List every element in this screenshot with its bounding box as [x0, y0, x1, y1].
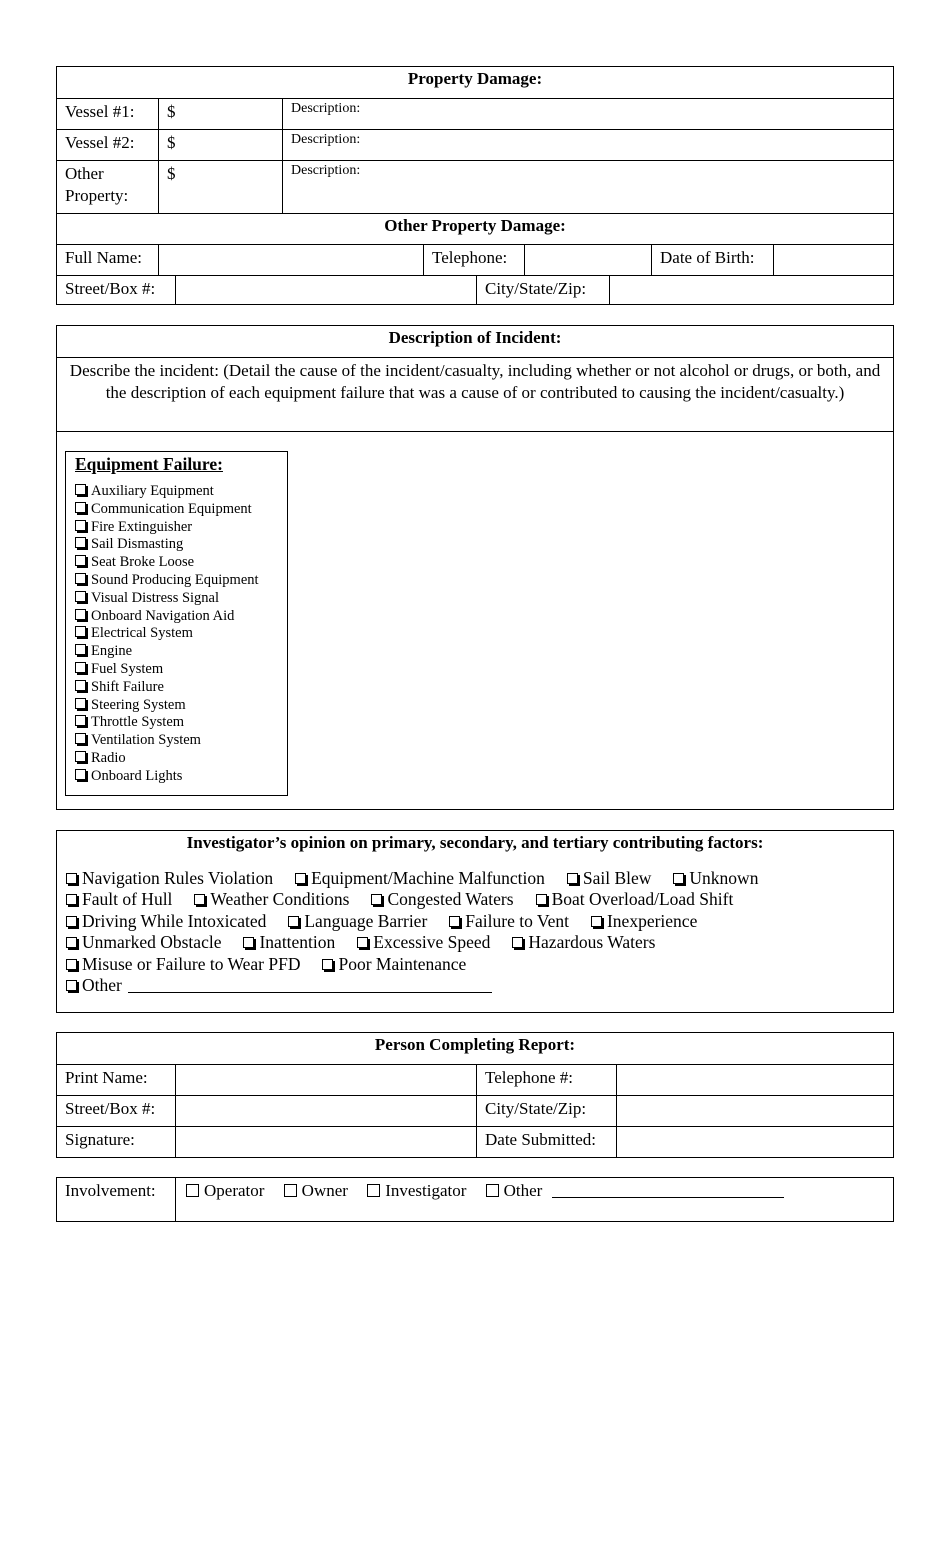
equipment-option[interactable] [75, 608, 278, 626]
incident-title: Description of Incident: [388, 328, 562, 347]
opinion-factor[interactable] [357, 932, 490, 953]
equipment-option[interactable] [75, 625, 278, 643]
equipment-option-label: Electrical System [91, 625, 193, 642]
checkbox-icon[interactable] [75, 591, 86, 602]
involvement-other[interactable] [486, 1181, 784, 1200]
checkbox-icon[interactable] [512, 937, 523, 948]
property-damage-title: Property Damage: [407, 69, 543, 88]
opinion-title: Investigator’s opinion on primary, secondary, and tertiary contributing factors: [186, 833, 764, 852]
person-street-field[interactable] [175, 1096, 476, 1126]
opinion-factor[interactable] [66, 954, 300, 975]
equipment-option-label: Shift Failure [91, 678, 164, 695]
opinion-factor-label: Unmarked Obstacle [82, 932, 222, 953]
checkbox-icon[interactable] [284, 1184, 297, 1197]
opinion-factor-label: Inexperience [606, 910, 698, 931]
checkbox-icon[interactable] [75, 644, 86, 655]
opinion-factor-label: Hazardous Waters [528, 932, 656, 953]
equipment-option[interactable] [75, 536, 278, 554]
owner-label: Owner [301, 1181, 348, 1200]
other-property-damage-title: Other Property Damage: [384, 216, 566, 235]
person-address-row [57, 1095, 893, 1126]
checkbox-icon[interactable] [186, 1184, 199, 1197]
vessel-1-row [57, 98, 893, 129]
person-title: Person Completing Report: [374, 1035, 576, 1054]
checkbox-icon[interactable] [66, 873, 77, 884]
equipment-option[interactable] [75, 572, 278, 590]
vessel-2-amount[interactable]: $ [158, 130, 282, 160]
opinion-factor[interactable] [194, 889, 349, 910]
date-of-birth-label: Date of Birth: [651, 245, 773, 275]
checkbox-icon[interactable] [66, 894, 77, 905]
equipment-option[interactable] [75, 519, 278, 537]
opinion-factor[interactable] [295, 868, 545, 889]
checkbox-icon[interactable] [536, 894, 547, 905]
opinion-line [66, 889, 893, 910]
equipment-failure-title: Equipment Failure: [75, 454, 223, 474]
person-city-field[interactable] [616, 1096, 893, 1126]
opinion-line [66, 868, 893, 889]
opinion-factor[interactable] [322, 954, 466, 975]
equipment-option-label: Visual Distress Signal [91, 589, 220, 606]
checkbox-icon[interactable] [75, 698, 86, 709]
equipment-option[interactable] [75, 768, 278, 786]
opinion-factor-label: Unknown [689, 868, 759, 888]
equipment-option[interactable] [75, 590, 278, 608]
checkbox-icon[interactable] [591, 916, 602, 927]
opinion-factor-label: Boat Overload/Load Shift [551, 889, 734, 910]
opinion-factor[interactable] [567, 868, 652, 889]
person-header [57, 1033, 893, 1064]
property-damage-header [57, 67, 893, 98]
property-damage-table [56, 66, 894, 305]
print-name-field[interactable] [175, 1065, 476, 1095]
telephone-number-label: Telephone #: [476, 1065, 616, 1095]
date-submitted-field[interactable] [616, 1127, 893, 1157]
street-label: Street/Box #: [65, 279, 156, 298]
equipment-option-label: Onboard Navigation Aid [91, 607, 235, 624]
checkbox-icon[interactable] [243, 937, 254, 948]
checkbox-icon[interactable] [75, 626, 86, 637]
involvement-options [175, 1178, 893, 1221]
equipment-option[interactable] [75, 643, 278, 661]
opinion-line [66, 911, 893, 932]
vessel-1-label: Vessel #1: [65, 102, 135, 121]
telephone-field[interactable] [524, 245, 651, 275]
opinion-factor-label: Navigation Rules Violation [82, 868, 274, 888]
print-name-label: Print Name: [65, 1068, 148, 1087]
vessel-2-row [57, 129, 893, 160]
checkbox-icon[interactable] [673, 873, 684, 884]
opinion-factor[interactable] [536, 889, 734, 910]
opinion-factor-label: Inattention [259, 932, 336, 953]
checkbox-icon[interactable] [357, 937, 368, 948]
checkbox-icon[interactable] [322, 959, 333, 970]
involvement-table [56, 1177, 894, 1222]
checkbox-icon[interactable] [75, 715, 86, 726]
opinion-factor[interactable] [288, 911, 427, 932]
checkbox-icon[interactable] [66, 980, 77, 991]
involvement-operator[interactable] [186, 1181, 264, 1200]
involvement-label: Involvement: [65, 1181, 156, 1200]
equipment-option[interactable] [75, 750, 278, 768]
opinion-factor-label: Excessive Speed [373, 932, 491, 953]
opinion-factor-label: Congested Waters [387, 889, 514, 910]
checkbox-icon[interactable] [75, 733, 86, 744]
operator-label: Operator [204, 1181, 265, 1200]
equipment-failure-box [65, 451, 288, 796]
full-name-field[interactable] [158, 245, 423, 275]
opinion-factor[interactable] [243, 932, 335, 953]
signature-field[interactable] [175, 1127, 476, 1157]
investigator-label: Investigator [385, 1181, 467, 1200]
vessel-1-description[interactable]: Description: [282, 99, 893, 129]
opinion-factors [57, 863, 893, 996]
signature-label: Signature: [65, 1130, 135, 1149]
opinion-factor[interactable] [66, 911, 266, 932]
opinion-factor[interactable] [591, 911, 697, 932]
opinion-factor-label: Sail Blew [582, 868, 652, 888]
other-property-label: Other Property: [65, 164, 129, 205]
city-field[interactable] [609, 276, 893, 304]
owner-row [57, 244, 893, 275]
checkbox-icon[interactable] [75, 662, 86, 673]
checkbox-icon[interactable] [66, 916, 77, 927]
equipment-option-label: Onboard Lights [91, 767, 183, 784]
checkbox-icon[interactable] [75, 555, 86, 566]
street-field[interactable] [175, 276, 476, 304]
opinion-factor[interactable] [66, 868, 273, 889]
involvement-other-field[interactable] [552, 1181, 784, 1198]
equipment-option-label: Steering System [91, 696, 186, 713]
incident-body[interactable] [57, 431, 893, 809]
full-name-label: Full Name: [65, 248, 142, 267]
opinion-factor[interactable] [512, 932, 655, 953]
checkbox-icon[interactable] [75, 484, 86, 495]
equipment-option-label: Sail Dismasting [91, 536, 184, 553]
date-submitted-label: Date Submitted: [476, 1127, 616, 1157]
checkbox-icon[interactable] [371, 894, 382, 905]
equipment-option-label: Ventilation System [91, 732, 201, 749]
opinion-factor[interactable] [673, 868, 758, 889]
incident-prompt-row [57, 357, 893, 431]
checkbox-icon[interactable] [66, 959, 77, 970]
opinion-factor[interactable] [66, 932, 221, 953]
equipment-option[interactable] [75, 554, 278, 572]
opinion-factor-label: Weather Conditions [210, 889, 350, 910]
equipment-option-label: Auxiliary Equipment [91, 483, 214, 499]
opinion-factor-label: Misuse or Failure to Wear PFD [82, 953, 301, 974]
person-city-label: City/State/Zip: [476, 1096, 616, 1126]
opinion-factor-label: Equipment/Machine Malfunction [311, 868, 545, 888]
person-street-label: Street/Box #: [65, 1099, 156, 1118]
opinion-other-field[interactable] [128, 976, 492, 993]
date-of-birth-field[interactable] [773, 245, 893, 275]
opinion-factor-label: Poor Maintenance [338, 953, 467, 974]
checkbox-icon[interactable] [367, 1184, 380, 1197]
equipment-option-label: Seat Broke Loose [91, 554, 195, 571]
opinion-factor-label: Driving While Intoxicated [82, 910, 267, 931]
incident-section [56, 325, 894, 810]
checkbox-icon[interactable] [75, 520, 86, 531]
equipment-option-label: Fuel System [91, 660, 164, 677]
equipment-option-label: Fire Extinguisher [91, 518, 193, 535]
checkbox-icon[interactable] [75, 573, 86, 584]
other-label: Other [503, 1181, 543, 1200]
checkbox-icon[interactable] [194, 894, 205, 905]
involvement-owner[interactable] [284, 1181, 348, 1200]
opinion-factor-label: Failure to Vent [465, 910, 569, 931]
person-completing-table [56, 1032, 894, 1158]
equipment-option-label: Throttle System [91, 714, 185, 731]
equipment-option-label: Engine [91, 643, 133, 660]
other-property-amount[interactable]: $ [158, 161, 282, 213]
equipment-option[interactable] [75, 697, 278, 715]
vessel-2-label: Vessel #2: [65, 133, 135, 152]
opinion-factor-label: Language Barrier [304, 910, 428, 931]
telephone-number-field[interactable] [616, 1065, 893, 1095]
opinion-line [66, 954, 893, 975]
checkbox-icon[interactable] [449, 916, 460, 927]
equipment-option-label: Radio [91, 749, 126, 766]
checkbox-icon[interactable] [75, 769, 86, 780]
checkbox-icon[interactable] [75, 502, 86, 513]
opinion-other[interactable] [66, 975, 893, 996]
equipment-option[interactable] [75, 679, 278, 697]
equipment-failure-list [75, 483, 278, 786]
equipment-option[interactable] [75, 501, 278, 519]
checkbox-icon[interactable] [288, 916, 299, 927]
incident-header [57, 326, 893, 357]
incident-prompt: Describe the incident: (Detail the cause of the incident/casualty, including whether or not alcohol or drugs, or both, and the description of each equipment failure that was a cause of or contributed to causing the incident/casualty.) [69, 361, 881, 402]
opinion-factor[interactable] [449, 911, 569, 932]
person-signature-row [57, 1126, 893, 1157]
person-name-row [57, 1064, 893, 1095]
opinion-factor[interactable] [66, 889, 172, 910]
equipment-option[interactable] [75, 714, 278, 732]
checkbox-icon[interactable] [75, 680, 86, 691]
vessel-2-description[interactable]: Description: [282, 130, 893, 160]
checkbox-icon[interactable] [295, 873, 306, 884]
telephone-label: Telephone: [423, 245, 524, 275]
checkbox-icon[interactable] [486, 1184, 499, 1197]
vessel-1-amount[interactable]: $ [158, 99, 282, 129]
opinion-section [56, 830, 894, 1013]
equipment-option-label: Sound Producing Equipment [91, 571, 259, 588]
other-property-row [57, 160, 893, 213]
checkbox-icon[interactable] [75, 751, 86, 762]
involvement-investigator[interactable] [367, 1181, 466, 1200]
opinion-line [66, 932, 893, 953]
checkbox-icon[interactable] [75, 609, 86, 620]
city-label: City/State/Zip: [476, 276, 609, 304]
equipment-option[interactable] [75, 661, 278, 679]
equipment-option[interactable] [75, 732, 278, 750]
opinion-other-label: Other [82, 975, 122, 996]
checkbox-icon[interactable] [75, 537, 86, 548]
other-property-damage-header [57, 213, 893, 244]
checkbox-icon[interactable] [567, 873, 578, 884]
opinion-factor-label: Fault of Hull [82, 889, 173, 910]
checkbox-icon[interactable] [66, 937, 77, 948]
other-property-description[interactable]: Description: [282, 161, 893, 213]
equipment-option[interactable] [75, 483, 278, 501]
opinion-factor[interactable] [371, 889, 513, 910]
owner-address-row [57, 275, 893, 304]
equipment-option-label: Communication Equipment [91, 500, 252, 517]
